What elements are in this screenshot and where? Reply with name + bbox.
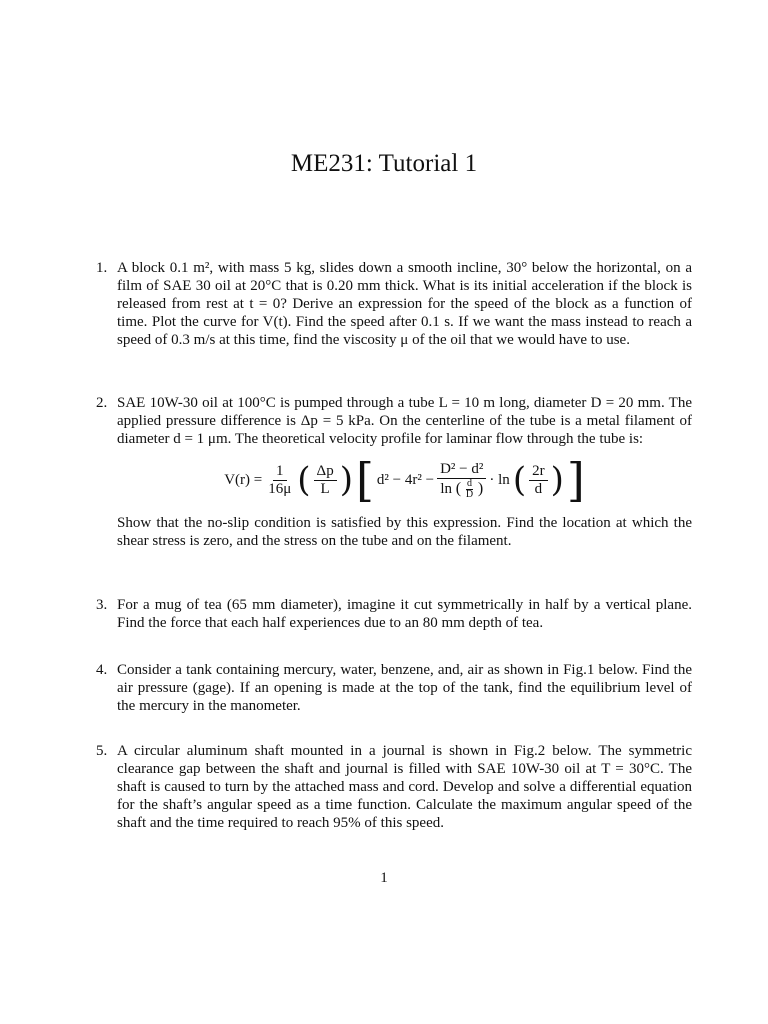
diameter-ratio-numerator: d bbox=[466, 477, 472, 489]
right-paren: ) bbox=[339, 460, 353, 500]
right-bracket: ] bbox=[566, 453, 585, 507]
problem-text: A circular aluminum shaft mounted in a journal is shown in Fig.2 below. The symmetric clearance gap between the shaft and journal is filled with SAE 10W-30 oil at T = 30°C. The shaft is caused to turn by the attached mass and cord. Develop and solve a differential equation for the shaft’s angular speed as a time function. Calculate the maximum angular speed of the shaft and the time required to reach 95% of this speed. bbox=[117, 743, 692, 831]
left-paren: ( bbox=[512, 460, 527, 500]
problem-text: SAE 10W-30 oil at 100°C is pumped through a tube L = 10 m long, diameter D = 20 mm. The applied pressure difference is Δp = 5 kPa. On the centerline of the tube is a metal filament of diameter d = 1 μm. The theoretical velocity profile for laminar flow through the tube is: bbox=[117, 395, 692, 447]
pressure-gradient-fraction bbox=[314, 463, 337, 498]
equation-lhs: V(r) = bbox=[224, 472, 263, 488]
diameter-ratio bbox=[465, 479, 474, 500]
problem-number: 2. bbox=[96, 395, 108, 411]
radius-ratio-denominator: d bbox=[534, 480, 543, 497]
problem-1 bbox=[96, 259, 692, 349]
problem-number: 5. bbox=[96, 743, 108, 759]
problem-text: Consider a tank containing mercury, water, benzene, and, air as shown in Fig.1 below. Find the air pressure (gage). If an opening is made at the top of the tank, find the equilibrium level of the mercury in the manometer. bbox=[117, 662, 692, 714]
problem-2 bbox=[96, 394, 692, 550]
page-title: ME231: Tutorial 1 bbox=[290, 150, 478, 177]
problem-text: A block 0.1 m², with mass 5 kg, slides down a smooth incline, 30° below the horizontal, on a film of SAE 30 oil at 20°C that is 0.20 mm thick. What is its initial acceleration if the block is released from rest at t = 0? Derive an expression for the speed of the block as a function of time. Plot the curve for V(t). Find the speed after 0.1 s. If we want the mass instead to reach a speed of 0.3 m/s at this time, find the viscosity μ of the oil that we would have to use. bbox=[117, 260, 692, 348]
log-fraction-denominator: ln ( $\frac{d}{D}$ ) bbox=[440, 477, 484, 500]
equation-term: d² − 4r² − bbox=[376, 472, 435, 488]
problem-3 bbox=[96, 596, 692, 632]
problem-number: 3. bbox=[96, 597, 108, 613]
log-fraction bbox=[437, 461, 486, 500]
pressure-gradient-denominator: L bbox=[320, 480, 330, 497]
coefficient-fraction bbox=[265, 463, 294, 498]
coefficient-denominator: 16μ bbox=[268, 480, 292, 497]
ln-multiplier: · ln bbox=[489, 472, 510, 488]
problem-text-after: Show that the no-slip condition is satisfied by this expression. Find the location at which the shear stress is zero, and the stress on the tube and on the filament. bbox=[117, 515, 692, 549]
coefficient-numerator: 1 bbox=[273, 463, 287, 481]
ln-label: ln bbox=[440, 480, 452, 497]
right-paren: ) bbox=[550, 460, 564, 500]
problem-5 bbox=[96, 742, 692, 832]
problem-4 bbox=[96, 661, 692, 715]
left-paren: ( bbox=[297, 460, 311, 500]
pressure-gradient-numerator: Δp bbox=[314, 463, 337, 481]
log-fraction-numerator: D² − d² bbox=[437, 461, 486, 479]
page-number: 1 bbox=[380, 870, 388, 886]
problem-text: For a mug of tea (65 mm diameter), imagine it cut symmetrically in half by a vertical plane. Find the force that each half experiences due to an 80 mm depth of tea. bbox=[117, 597, 692, 631]
diameter-ratio-denominator: D bbox=[465, 488, 474, 500]
problem-number: 1. bbox=[96, 260, 108, 276]
problem-number: 4. bbox=[96, 662, 108, 678]
radius-ratio-numerator: 2r bbox=[529, 463, 548, 481]
left-bracket: [ bbox=[355, 453, 374, 507]
velocity-profile-equation bbox=[117, 452, 692, 508]
radius-ratio bbox=[529, 463, 548, 498]
